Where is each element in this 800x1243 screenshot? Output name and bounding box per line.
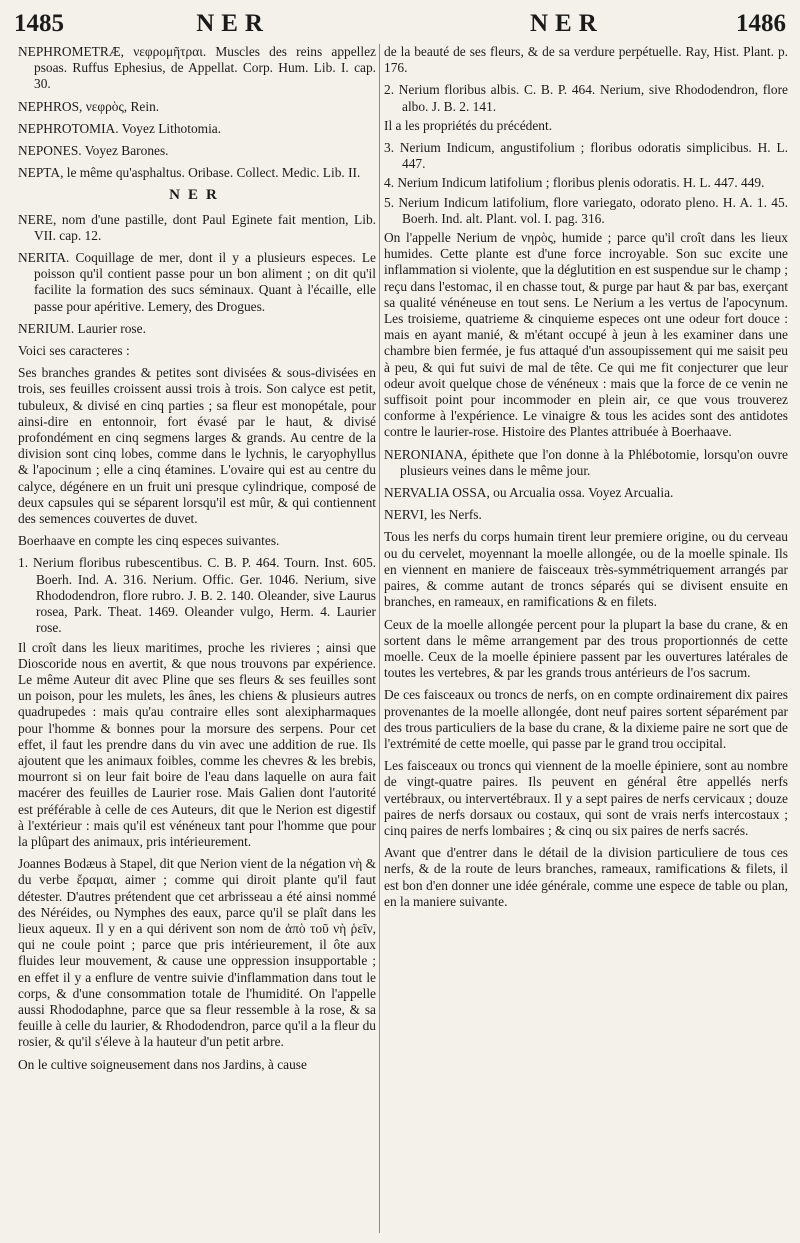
paragraph-caracteres-intro: Voici ses caracteres : bbox=[18, 343, 130, 359]
paragraph-habitat: Il croît dans les lieux maritimes, proche les rivieres ; ainsi que Dioscoride nous en avertit, & que nous trouvons par expérience. Le même Auteur dit avec Pline que ses fleurs & ses feuilles sont un poison, pour les mulets, les ânes, les chiens & plusieurs autres quadrupedes : mais qu'au contraire elles sont alexipharmaques pour l'homme & bonnes pour la morsure des serpens. Pour cet effet, il faut les prendre dans du vin avec une addition de rue. Ils ajoutent que les animaux foibles, comme les chevres & les brebis, mourront si on leur fait boire de l'eau dans laquelle on aura fait macérer des feuilles de Laurier rose. Mais Galien dont l'autorité est préférable à celle de ces Auteurs, dit que le Nerion est digestif à l'extérieur : mais qu'il est vénéneux tant pour l'homme que pour la plûpart des animaux, pris intérieurement. bbox=[18, 639, 376, 849]
entry-nephros: NEPHROS, νεφρὸς, Rein. bbox=[18, 98, 160, 114]
paragraph-avant-entrer: Avant que d'entrer dans le détail de la division particuliere de tous ces nerfs, & de la route de leurs branches, rameaux, ramifications & filets, il est bon d'en donner une idée générale, comme une espece de table ou plan, en la maniere suivante. bbox=[384, 845, 788, 909]
entry-nephrometrae: NEPHROMETRÆ, νεφρομῆτραι. Muscles des reins appellez psoas. Ruffus Ephesius, de Appellat. Corp. Hum. Lib. I. cap. 30. bbox=[18, 44, 376, 92]
entry-nerita: NERITA. Coquillage de mer, dont il y a plusieurs especes. Le poisson qu'il contient passe pour un bon aliment ; on dit qu'il facilite la formation des sucs séminaux. Quant à l'écaille, elle passe pour apéritive. Lemery, des Drogues. bbox=[18, 250, 376, 314]
paragraph-cultivation: On le cultive soigneusement dans nos Jardins, à cause bbox=[18, 1056, 307, 1072]
running-head-left bbox=[14, 10, 400, 38]
right-page-number: 1486 bbox=[736, 10, 786, 37]
left-page-number: 1485 bbox=[14, 10, 64, 37]
paragraph-faisceaux: De ces faisceaux ou troncs de nerfs, on en compte ordinairement dix paires provenantes de la moelle allongée, dont neuf paires sortent séparément par des trous particuliers de la base du crane, & la dixieme paire ne sort que de l'extrémité de cette moelle, qui passe par le grand trou occipital. bbox=[384, 687, 788, 751]
species-item-3: 3. Nerium Indicum, angustifolium ; floribus odoratis simplicibus. H. L. 447. bbox=[384, 140, 788, 172]
right-running-word: NER bbox=[530, 10, 604, 37]
paragraph-moelle-epiniere: Les faisceaux ou troncs qui viennent de la moelle épiniere, sont au nombre de vingt-quatre paires. Ils peuvent en général être appellés nerfs vertébraux, ou intervertébraux. Il y a sept paires de nerfs cervicaux ; douze paires de nerfs dorsaux ou costaux, qui sont de vrais nerfs intercostaux ; cinq paires de nerfs lombaires ; & cinq ou six paires de nerfs sacrés. bbox=[384, 758, 788, 838]
entry-nepta: NEPTA, le même qu'asphaltus. Oribase. Collect. Medic. Lib. II. bbox=[18, 165, 361, 181]
paragraph-moelle-allongee: Ceux de la moelle allongée percent pour la plupart la base du crane, & en sortent dans le même arrangement par des trous proportionnés de cette moelle. Ceux de la moelle épiniere passent par les ouvertures latérales de toutes les vertebres, & par les grands trous antérieurs de l'os sacrum. bbox=[384, 616, 788, 681]
column-divider bbox=[379, 44, 380, 1233]
entry-nephrotomia: NEPHROTOMIA. Voyez Lithotomia. bbox=[18, 120, 222, 136]
left-running-word: NER bbox=[196, 10, 270, 37]
paragraph-boerhaave: Boerhaave en compte les cinq especes suivantes. bbox=[18, 533, 280, 549]
entry-nere: NERE, nom d'une pastille, dont Paul Eginete fait mention, Lib. VII. cap. 12. bbox=[18, 211, 376, 243]
paragraph-continuation: de la beauté de ses fleurs, & de sa verdure perpétuelle. Ray, Hist. Plant. p. 176. bbox=[384, 44, 788, 76]
entry-nervi: NERVI, les Nerfs. bbox=[384, 507, 482, 523]
paragraph-caracteres: Ses branches grandes & petites sont divisées & sous-divisées en trois, ses feuilles croissent aussi trois à trois. Son calyce est petit, tubuleux, & divisé en cinq parties ; sa fleur est monopétale, pour ainsi-dire en entonnoir, fort évasé par le haut, & divisé profondément en cinq segmens larges & grands. Au centre de la division sont cinq lobes, comme dans le lychnis, le caryophyllus & l'apocinum ; elle a cinq étamines. L'ovaire qui est au centre du calyce, dégénere en un fruit uni presque cylindrique, composé de deux capsules qui se séparent lorsqu'il est mûr, & qui contiennent des semences couvertes de duvet. bbox=[18, 365, 376, 527]
entry-nervalia-ossa: NERVALIA OSSA, ou Arcualia ossa. Voyez Arcualia. bbox=[384, 485, 674, 501]
paragraph-etymology: Joannes Bodæus à Stapel, dit que Nerion vient de la négation νὴ & du verbe ἔραμαι, aimer ; comme qui diroit plante qu'il faut détester. D'autres prétendent que cet arbrisseau a été ainsi nommé des Néréides, ou Nymphes des eaux, parce qu'il se plaît dans les lieux aqueux. Il y en a qui dérivent son nom de ἀπὸ τοῦ νὴ ῥεῖν, qui ne coule point ; parce que pris intérieurement, il ôte aux fluides leur mouvement, & cause une oppression insupportable ; en effet il y a enflure de ventre suivie d'inflammation dans tout le corps, & d'une consommation totale de l'humidité. On l'appelle aussi Rhododaphne, parce que sa fleur ressemble à la rose, & sa feuille à celle du laurier, & Rhododendron, parce qu'il a la fleur du rosier, & qu'il s'éleve à la hauteur d'un petit arbre. bbox=[18, 856, 376, 1050]
entry-nerium: NERIUM. Laurier rose. bbox=[18, 320, 146, 336]
paragraph-properties: Il a les propriétés du précédent. bbox=[384, 117, 553, 133]
species-item-4: 4. Nerium Indicum latifolium ; floribus plenis odoratis. H. L. 447. 449. bbox=[384, 175, 765, 191]
entry-nepones: NEPONES. Voyez Barones. bbox=[18, 143, 169, 159]
running-head-right bbox=[400, 10, 786, 38]
paragraph-nerium-humide: On l'appelle Nerium de νηρὸς, humide ; parce qu'il croît dans les lieux humides. Cette plante est d'une force incroyable. Son suc excite une inflammation si violente, que la déglutition en est suspendue sur le champ ; reçu dans l'estomac, il en chasse tout, & purge par haut & par bas, exerçant sa qualité vénéneuse en tout sens. Le Nerium a les vertus de l'apocynum. Les troisieme, quatrieme & cinquieme especes ont une odeur fort douce : mais en ayant manié, & m'étant occupé à jeun à les examiner dans une chambre bien fermée, je fus attaqué d'un assoupissement qui me saisit peu à peu, & qui fut suivi de mal de tête. Ce qui me fit conjecturer que leur odeur avoit quelque chose de vénéneux : mais que la force de ce venin ne suffisoit point pour incommoder en plein air, ce que vous trouverez conforme à l'expérience. Le vinaigre & tous les acides sont des antidotes contre le laurier-rose. Histoire des Plantes attribuée à Boerhaave. bbox=[384, 230, 788, 440]
species-item-5: 5. Nerium Indicum latifolium, flore variegato, odorato pleno. H. A. 1. 45. Boerh. Ind. alt. Plant. vol. I. pag. 316. bbox=[384, 194, 788, 226]
paragraph-nerfs-origine: Tous les nerfs du corps humain tirent leur premiere origine, ou du cerveau ou du cervelet, moyennant la moelle allongée, ou de la moelle spinale. Ils en viennent en maniere de faisceaux très-symmétriquement arrangés par paires, & comme autant de troncs séparés qui se divisent ensuite en branches, en rameaux, en ramifications & en filets. bbox=[384, 529, 788, 610]
species-item-2: 2. Nerium floribus albis. C. B. P. 464. Nerium, sive Rhododendron, flore albo. J. B. 2. 141. bbox=[384, 82, 788, 114]
entry-neroniana: NERONIANA, épithete que l'on donne à la Phlébotomie, lorsqu'on ouvre plusieurs veines dans le même jour. bbox=[384, 446, 788, 478]
left-column bbox=[18, 44, 376, 1235]
species-item-1: 1. Nerium floribus rubescentibus. C. B. P. 464. Tourn. Inst. 605. Boerh. Ind. A. 316. Nerium. Offic. Ger. 1046. Nerium, sive Rhododendron, flore rubro. J. B. 2. 140. Oleander, sive Laurus rosea, Park. Theat. 1469. Oleander vulgo, Herm. 4. Laurier rose. bbox=[18, 555, 376, 636]
running-head bbox=[14, 10, 786, 44]
section-heading: NER bbox=[169, 187, 225, 204]
right-column bbox=[384, 44, 788, 1235]
